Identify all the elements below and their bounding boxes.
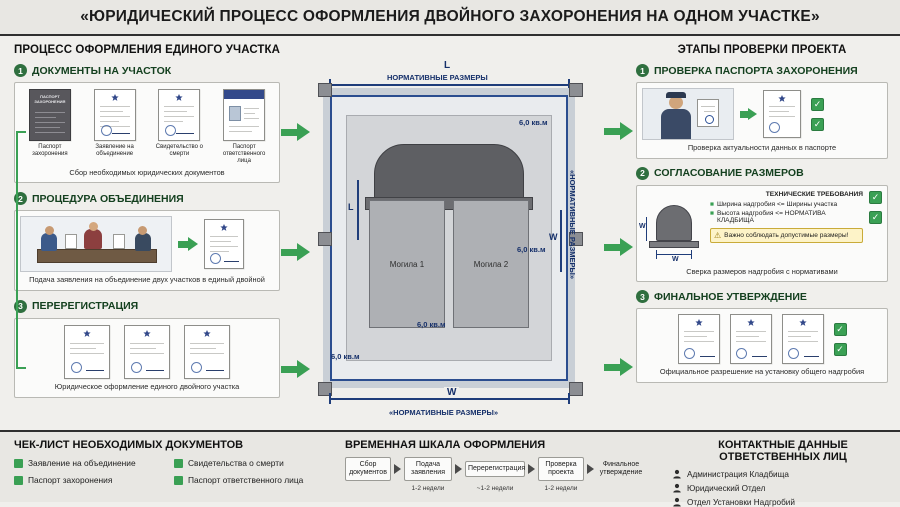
- area-bottom-left: 6,0 кв.м: [331, 352, 360, 361]
- plot-right-dim-text: «НОРМАТИВНЫЕ РАЗМЕРЫ»: [568, 170, 577, 280]
- left-step-3-title: ПЕРЕРЕГИСТРАЦИЯ: [32, 300, 139, 313]
- meeting-illustration: [20, 216, 172, 272]
- right-step-3-panel: [636, 308, 888, 383]
- area-top-right: 6,0 кв.м: [519, 118, 548, 127]
- left-step-3-title-row: [14, 300, 304, 313]
- contact-item-installation[interactable]: [672, 497, 894, 507]
- left-step-3-panel: [14, 318, 280, 399]
- plot-bottom-tick-l: [329, 393, 331, 404]
- grave-1-label: Могила 1: [389, 259, 425, 269]
- document-approval-2-icon: [730, 314, 772, 364]
- left-step-1-title: ДОКУМЕНТЫ НА УЧАСТОК: [32, 64, 172, 77]
- post-mid-left: [318, 232, 332, 246]
- checklist-item-label: Паспорт захоронения: [28, 475, 113, 485]
- timeline-stage[interactable]: [404, 457, 452, 481]
- right-step-1-checks: [811, 98, 824, 131]
- right-step-3-checks: [834, 323, 847, 356]
- post-top-left: [318, 83, 332, 97]
- requirements-heading: ТЕХНИЧЕСКИЕ ТРЕБОВАНИЯ: [765, 190, 863, 198]
- flow-arrow-merge: [178, 237, 198, 251]
- right-step-3-title: ФИНАЛЬНОЕ УТВЕРЖДЕНИЕ: [654, 290, 807, 303]
- check-bullet-icon: [174, 476, 183, 485]
- left-connector-tick-bottom: [16, 367, 26, 369]
- timeline-heading: ВРЕМЕННАЯ ШКАЛА ОФОРМЛЕНИЯ: [345, 439, 546, 451]
- area-inner-bottom: 6,0 кв.м: [417, 320, 446, 329]
- right-step-1-title-row: [636, 64, 888, 77]
- emblem-icon: [778, 95, 787, 104]
- warning-text: Важно соблюдать допустимые размеры!: [724, 231, 849, 239]
- plot-bottom-dim-line: [329, 398, 569, 400]
- right-step-3-title-row: [636, 290, 888, 303]
- document-approval-3-icon: [782, 314, 824, 364]
- inspector-illustration: [642, 88, 734, 140]
- right-step-1-title: ПРОВЕРКА ПАСПОРТА ЗАХОРОНЕНИЯ: [654, 64, 858, 77]
- plot-diagram: [305, 60, 595, 420]
- left-connector-line: [16, 131, 18, 369]
- timeline-stage-label: Финальное утверждение: [599, 461, 643, 477]
- checklist-item[interactable]: [14, 458, 174, 468]
- right-step-1-caption: Проверка актуальности данных в паспорте: [687, 143, 837, 152]
- right-flow-arrow-1: [604, 122, 633, 140]
- right-step-2-caption: Сверка размеров надгробия с нормативами: [686, 266, 838, 276]
- right-step-1-panel: [636, 82, 888, 159]
- emblem-icon: [143, 330, 152, 339]
- emblem-icon: [746, 319, 755, 328]
- left-step-3: [14, 300, 304, 399]
- right-step-2: [636, 167, 888, 283]
- post-bottom-right: [569, 382, 583, 396]
- plot-bottom-tick-r: [568, 393, 570, 404]
- emblem-icon: [175, 94, 184, 103]
- document-death-certificate-icon: [158, 89, 200, 141]
- step-number-badge: 2: [636, 167, 649, 180]
- check-icon: ✓: [811, 98, 824, 111]
- checklist-heading: ЧЕК-ЛИСТ НЕОБХОДИМЫХ ДОКУМЕНТОВ: [14, 439, 244, 451]
- timeline-arrow-icon: [394, 464, 401, 474]
- monument-shape: [374, 144, 524, 202]
- document-application-icon: [94, 89, 136, 141]
- contact-label: Юридический Отдел: [687, 483, 766, 493]
- requirement-2-text: Высота надгробия <= НОРМАТИВА КЛАДБИЩА: [716, 209, 826, 224]
- doc-card-4[interactable]: [214, 89, 274, 165]
- contact-item-legal[interactable]: [672, 483, 894, 493]
- plot-left-length-label: L: [348, 202, 354, 212]
- warning-banner: [710, 228, 863, 243]
- right-section-heading: ЭТАПЫ ПРОВЕРКИ ПРОЕКТА: [677, 44, 847, 56]
- left-step-3-caption: Юридическое оформление единого двойного участка: [54, 381, 240, 391]
- left-step-2-panel: [14, 210, 280, 291]
- document-passport-icon: [29, 89, 71, 141]
- plot-width-label: W: [549, 232, 558, 242]
- plot-top-dim-line: [329, 84, 569, 86]
- left-step-1-title-row: [14, 64, 304, 77]
- timeline-stage[interactable]: [597, 458, 645, 480]
- requirement-2: ■ Высота надгробия <= НОРМАТИВА КЛАДБИЩА: [710, 210, 863, 224]
- check-icon: ✓: [834, 323, 847, 336]
- check-icon: ✓: [869, 191, 882, 204]
- post-top-right: [569, 83, 583, 97]
- right-step-2-title: СОГЛАСОВАНИЕ РАЗМЕРОВ: [654, 167, 804, 180]
- left-step-1-caption: Сбор необходимых юридических документов: [69, 167, 225, 177]
- checklist-item[interactable]: [174, 458, 334, 468]
- person-icon: [672, 483, 682, 493]
- emblem-icon: [798, 319, 807, 328]
- right-flow-arrow-2: [604, 238, 633, 256]
- doc-label-2: Заявление на объединение: [95, 144, 134, 157]
- timeline-arrow-icon: [455, 464, 462, 474]
- doc-label-4: Паспорт ответственного лица: [222, 144, 266, 164]
- document-approval-1-icon: [678, 314, 720, 364]
- document-passport-check-icon: [763, 90, 801, 138]
- timeline-stage-label: Перерегистрация: [468, 465, 526, 473]
- check-bullet-icon: [14, 476, 23, 485]
- timeline-duration: ~1-2 недели: [476, 485, 514, 493]
- left-connector-tick-top: [16, 131, 26, 133]
- plot-bottom-dim-text: «НОРМАТИВНЫЕ РАЗМЕРЫ»: [389, 408, 499, 417]
- timeline-stage[interactable]: [465, 461, 525, 477]
- timeline-stage[interactable]: [538, 457, 584, 481]
- timeline-section: [345, 439, 660, 492]
- check-bullet-icon: [14, 459, 23, 468]
- step-number-badge: 1: [636, 64, 649, 77]
- left-step-2: [14, 192, 304, 291]
- check-icon: ✓: [869, 211, 882, 224]
- person-icon: [672, 469, 682, 479]
- timeline-duration: 1-2 недели: [411, 485, 445, 493]
- checklist-item-label: Паспорт ответственного лица: [188, 475, 304, 485]
- grave-2-label: Могила 2: [473, 259, 509, 269]
- warning-icon: ⚠: [714, 230, 722, 240]
- area-right-inner: 6,0 кв.м: [517, 245, 546, 254]
- page-title-bar: [0, 0, 900, 36]
- doc-card-3[interactable]: [150, 89, 210, 165]
- requirement-1-text: Ширина надгробия <= Ширины участка: [716, 200, 838, 208]
- left-step-1-panel: [14, 82, 280, 183]
- left-step-2-title: ПРОЦЕДУРА ОБЪЕДИНЕНИЯ: [32, 192, 184, 205]
- grave-1: [369, 200, 445, 328]
- document-merged-application-icon: [204, 219, 244, 269]
- emblem-icon: [110, 94, 119, 103]
- timeline-stage-label: Подача заявления: [411, 461, 445, 477]
- timeline-arrow-icon: [528, 464, 535, 474]
- doc-card-2[interactable]: [85, 89, 145, 165]
- step-number-badge: 3: [14, 300, 27, 313]
- right-step-1: [636, 64, 888, 159]
- step-number-badge: 3: [636, 290, 649, 303]
- right-step-2-panel: [636, 185, 888, 283]
- right-step-3-caption: Официальное разрешение на установку общего надгробия: [659, 367, 865, 377]
- page-title: «ЮРИДИЧЕСКИЙ ПРОЦЕСС ОФОРМЛЕНИЯ ДВОЙНОГО ЗАХОРОНЕНИЯ НА ОДНОМ УЧАСТКЕ»: [80, 8, 820, 25]
- document-registration-1-icon: [64, 325, 110, 379]
- plot-length-label: L: [444, 60, 451, 71]
- document-id-passport-icon: [223, 89, 265, 141]
- plot-frame: [323, 88, 575, 388]
- right-step-2-checks: [869, 191, 882, 224]
- doc-card-1[interactable]: [20, 89, 80, 165]
- right-column: [636, 44, 888, 383]
- checklist-item[interactable]: [174, 475, 334, 485]
- emblem-icon: [694, 319, 703, 328]
- step-number-badge: 2: [14, 192, 27, 205]
- left-step-2-caption: Подача заявления на объединение двух участков в единый двойной: [29, 275, 265, 285]
- right-step-3: [636, 290, 888, 383]
- check-icon: ✓: [811, 118, 824, 131]
- doc-label-1: Паспорт захоронения: [32, 144, 68, 157]
- requirement-1: ■ Ширина надгробия <= Ширины участка: [710, 200, 838, 208]
- right-step-2-title-row: [636, 167, 888, 180]
- checklist-item-label: Заявление на объединение: [28, 458, 136, 468]
- timeline-stage-label: Сбор документов: [349, 461, 387, 477]
- contacts-section: [672, 439, 894, 507]
- emblem-icon: [220, 224, 229, 233]
- checklist-section: [14, 439, 334, 485]
- contacts-heading: КОНТАКТНЫЕ ДАННЫЕ ОТВЕТСТВЕННЫХ ЛИЦ: [718, 439, 848, 463]
- left-step-1: [14, 64, 304, 183]
- doc-heading-text: ПАСПОРТ ЗАХОРОНЕНИЯ: [34, 94, 66, 105]
- person-icon: [672, 497, 682, 507]
- timeline-stage[interactable]: [345, 457, 391, 481]
- document-registration-3-icon: [184, 325, 230, 379]
- left-section-heading: ПРОЦЕСС ОФОРМЛЕНИЯ ЕДИНОГО УЧАСТКА: [14, 44, 281, 56]
- monument-dim-w-side: W: [639, 222, 646, 230]
- bottom-band: [0, 430, 900, 507]
- plot-right-dim-line: [560, 210, 562, 272]
- contact-label: Администрация Кладбища: [687, 469, 789, 479]
- timeline-arrow-icon: [587, 464, 594, 474]
- plot-top-dim-text: НОРМАТИВНЫЕ РАЗМЕРЫ: [384, 73, 491, 82]
- emblem-icon: [83, 330, 92, 339]
- step-number-badge: 1: [14, 64, 27, 77]
- left-column: [14, 44, 304, 398]
- plot-field: [346, 115, 552, 361]
- plot-left-dim-line: [357, 180, 359, 240]
- emblem-icon: [203, 330, 212, 339]
- contact-item-administration[interactable]: [672, 469, 894, 479]
- right-step-1-arrow: [740, 108, 757, 120]
- doc-label-3: Свидетельство о смерти: [155, 144, 203, 157]
- timeline-stage-label: Проверка проекта: [545, 461, 577, 477]
- technical-requirements: [710, 191, 863, 243]
- plot-inner-border: [330, 95, 568, 381]
- monument-dimension-illustration: [639, 191, 704, 265]
- timeline-duration: 1-2 недели: [544, 485, 578, 493]
- document-registration-2-icon: [124, 325, 170, 379]
- right-flow-arrow-3: [604, 358, 633, 376]
- contact-label: Отдел Установки Надгробий: [687, 497, 795, 507]
- check-icon: ✓: [834, 343, 847, 356]
- checklist-item-label: Свидетельства о смерти: [188, 458, 284, 468]
- grave-2: [453, 200, 529, 328]
- monument-dim-w-bottom: W: [672, 255, 679, 263]
- left-step-2-title-row: [14, 192, 304, 205]
- checklist-item[interactable]: [14, 475, 174, 485]
- photo-placeholder: [229, 106, 241, 121]
- check-bullet-icon: [174, 459, 183, 468]
- plot-bottom-width-label: W: [444, 387, 459, 398]
